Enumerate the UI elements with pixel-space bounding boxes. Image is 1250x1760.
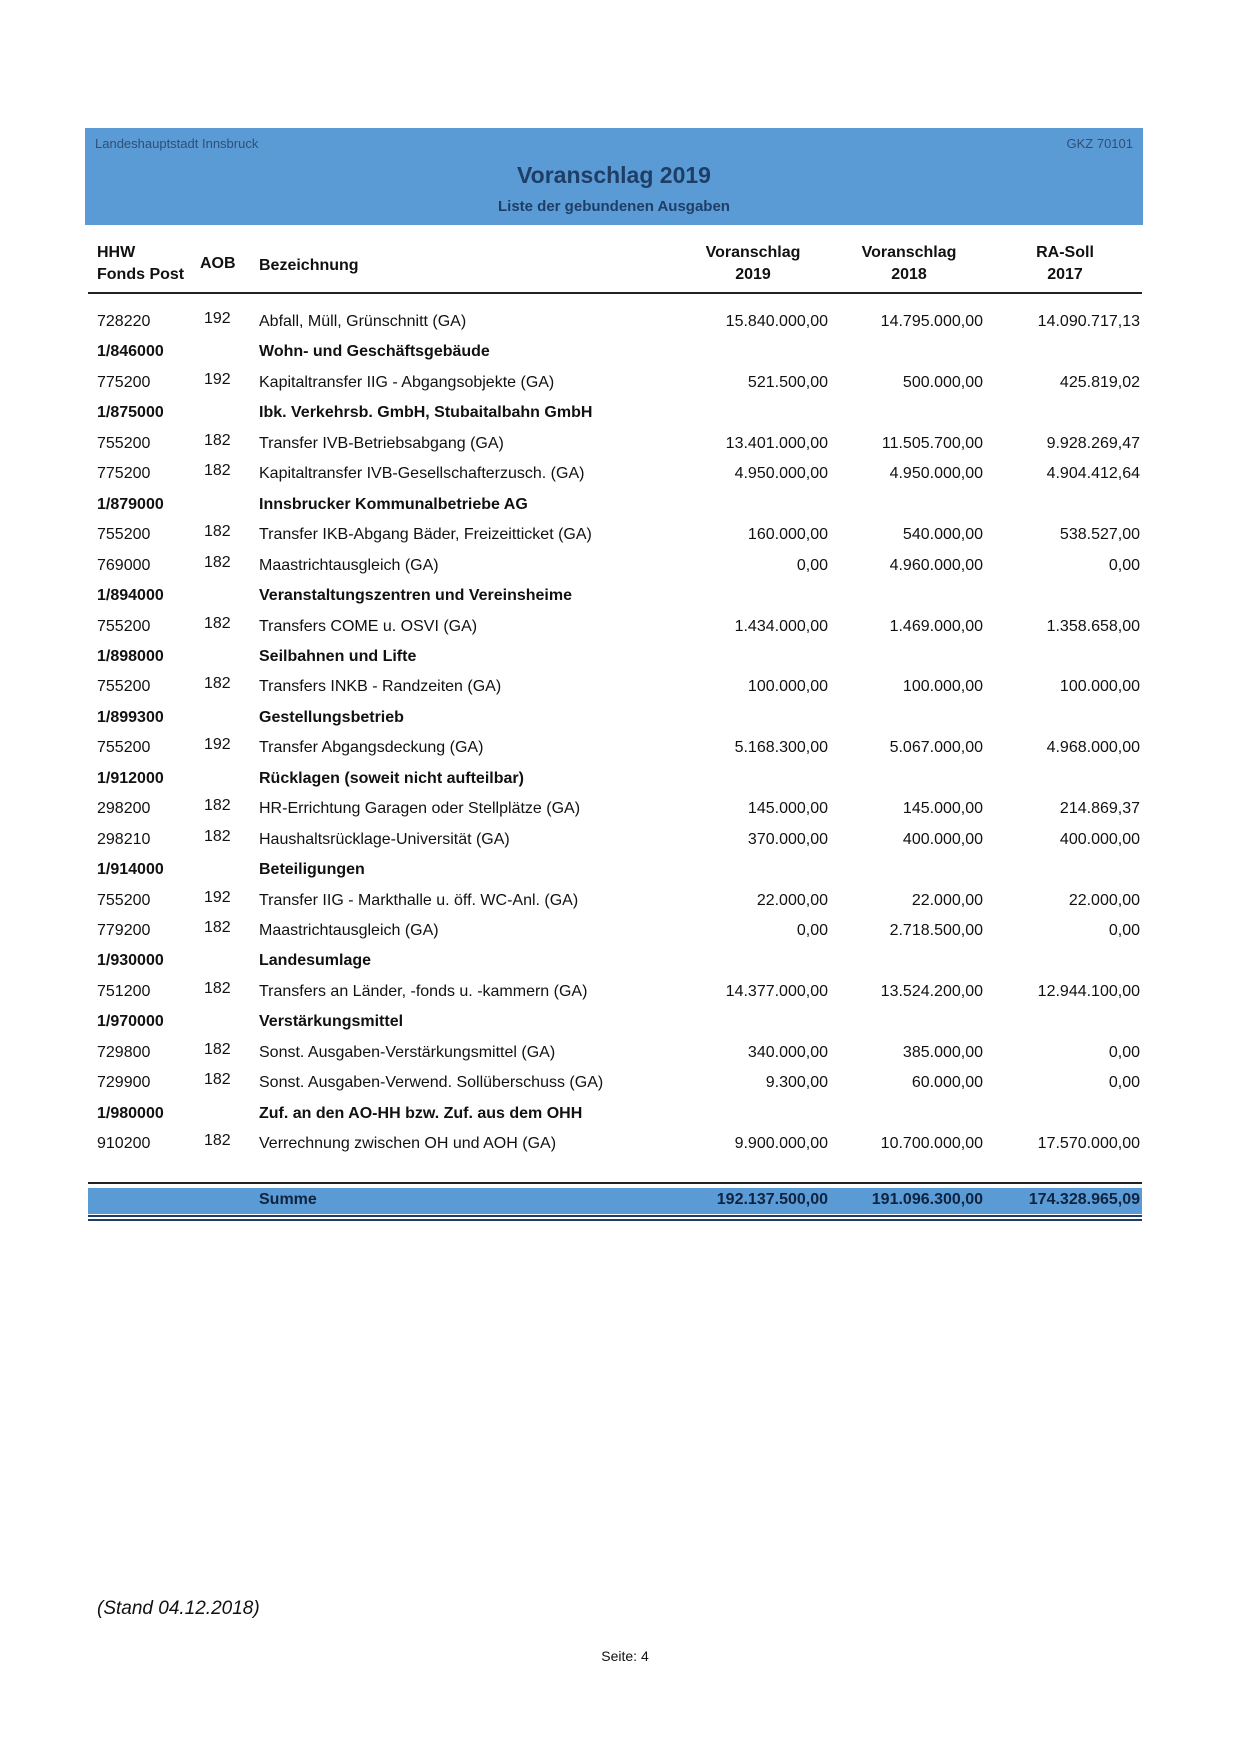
sum-voranschlag-2019: 192.137.500,00 [716,1191,828,1208]
ra-soll-2017-cell: 0,00 [1108,557,1140,574]
aob-cell: 182 [204,675,231,692]
page-subtitle: Liste der gebundenen Ausgaben [498,198,730,215]
ra-soll-2017-cell: 538.527,00 [1059,526,1140,543]
header-col1-top: Voranschlag [705,244,801,261]
voranschlag-2018-cell: 540.000,00 [902,526,983,543]
voranschlag-2018-cell: 4.950.000,00 [889,465,983,482]
ra-soll-2017-cell: 100.000,00 [1059,678,1140,695]
fonds-post-cell: 779200 [97,922,151,939]
voranschlag-2018-cell: 4.960.000,00 [889,557,983,574]
fonds-post-cell: 1/879000 [97,496,164,513]
sum-bottom-rule [88,1219,1142,1221]
group-row [0,770,1250,796]
header-hhw: HHW [97,244,136,261]
description-cell: Transfers an Länder, -fonds u. -kammern (GA) [259,983,588,1000]
voranschlag-2019-cell: 5.168.300,00 [734,739,828,756]
fonds-post-cell: 729900 [97,1074,151,1091]
table-row [0,523,1250,552]
voranschlag-2018-cell: 400.000,00 [902,831,983,848]
description-cell: Transfers INKB - Randzeiten (GA) [259,678,502,695]
group-row [0,861,1250,887]
sum-top-rule [88,1182,1142,1184]
fonds-post-cell: 1/930000 [97,952,164,969]
fonds-post-cell: 1/914000 [97,861,164,878]
group-title-cell: Zuf. an den AO-HH bzw. Zuf. aus dem OHH [259,1105,583,1122]
group-row [0,709,1250,735]
description-cell: Transfer IKB-Abgang Bäder, Freizeitticket (GA) [259,526,592,543]
voranschlag-2019-cell: 521.500,00 [747,374,828,391]
aob-cell: 182 [204,980,231,997]
voranschlag-2019-cell: 1.434.000,00 [734,618,828,635]
sum-voranschlag-2018: 191.096.300,00 [871,1191,983,1208]
fonds-post-cell: 751200 [97,983,151,1000]
header-col2-bottom: 2018 [891,266,927,283]
fonds-post-cell: 1/898000 [97,648,164,665]
ra-soll-2017-cell: 400.000,00 [1059,831,1140,848]
voranschlag-2018-cell: 10.700.000,00 [880,1135,983,1152]
fonds-post-cell: 298210 [97,831,151,848]
group-row [0,1013,1250,1039]
aob-cell: 182 [204,1132,231,1149]
description-cell: Sonst. Ausgaben-Verstärkungsmittel (GA) [259,1044,556,1061]
group-row [0,343,1250,369]
table-row [0,889,1250,918]
gkz-code: GKZ 70101 [1066,136,1133,151]
status-date: (Stand 04.12.2018) [97,1598,260,1619]
fonds-post-cell: 298200 [97,800,151,817]
voranschlag-2018-cell: 13.524.200,00 [880,983,983,1000]
description-cell: Maastrichtausgleich (GA) [259,922,439,939]
header-col2-top: Voranschlag [861,244,957,261]
sum-bottom-rule [88,1215,1142,1217]
aob-cell: 182 [204,462,231,479]
table-row [0,462,1250,491]
fonds-post-cell: 1/894000 [97,587,164,604]
fonds-post-cell: 729800 [97,1044,151,1061]
aob-cell: 182 [204,432,231,449]
voranschlag-2019-cell: 13.401.000,00 [725,435,828,452]
aob-cell: 192 [204,371,231,388]
description-cell: HR-Errichtung Garagen oder Stellplätze (GA) [259,800,581,817]
description-cell: Transfers COME u. OSVI (GA) [259,618,478,635]
description-cell: Transfer IIG - Markthalle u. öff. WC-Anl. (GA) [259,892,579,909]
fonds-post-cell: 1/899300 [97,709,164,726]
voranschlag-2019-cell: 100.000,00 [747,678,828,695]
ra-soll-2017-cell: 0,00 [1108,1044,1140,1061]
table-row [0,615,1250,644]
voranschlag-2019-cell: 15.840.000,00 [725,313,828,330]
voranschlag-2018-cell: 500.000,00 [902,374,983,391]
fonds-post-cell: 755200 [97,526,151,543]
fonds-post-cell: 755200 [97,435,151,452]
table-row [0,919,1250,948]
table-row [0,432,1250,461]
group-title-cell: Verstärkungsmittel [259,1013,404,1030]
fonds-post-cell: 1/912000 [97,770,164,787]
group-row [0,952,1250,978]
voranschlag-2018-cell: 22.000,00 [911,892,983,909]
header-bezeichnung: Bezeichnung [259,257,359,274]
aob-cell: 182 [204,615,231,632]
aob-cell: 192 [204,310,231,327]
fonds-post-cell: 1/875000 [97,404,164,421]
voranschlag-2019-cell: 370.000,00 [747,831,828,848]
header-col3-bottom: 2017 [1047,266,1083,283]
voranschlag-2019-cell: 4.950.000,00 [734,465,828,482]
ra-soll-2017-cell: 1.358.658,00 [1046,618,1140,635]
voranschlag-2018-cell: 1.469.000,00 [889,618,983,635]
table-row [0,554,1250,583]
voranschlag-2019-cell: 145.000,00 [747,800,828,817]
header-col1-bottom: 2019 [735,266,771,283]
ra-soll-2017-cell: 17.570.000,00 [1037,1135,1140,1152]
voranschlag-2019-cell: 22.000,00 [756,892,828,909]
ra-soll-2017-cell: 14.090.717,13 [1037,313,1140,330]
table-row [0,736,1250,765]
group-title-cell: Rücklagen (soweit nicht aufteilbar) [259,770,524,787]
group-row [0,1105,1250,1131]
ra-soll-2017-cell: 425.819,02 [1059,374,1140,391]
fonds-post-cell: 1/846000 [97,343,164,360]
fonds-post-cell: 755200 [97,739,151,756]
aob-cell: 182 [204,797,231,814]
fonds-post-cell: 775200 [97,465,151,482]
aob-cell: 182 [204,523,231,540]
description-cell: Sonst. Ausgaben-Verwend. Sollüberschuss (GA) [259,1074,604,1091]
table-row [0,675,1250,704]
ra-soll-2017-cell: 4.904.412,64 [1046,465,1140,482]
description-cell: Kapitaltransfer IIG - Abgangsobjekte (GA) [259,374,555,391]
voranschlag-2019-cell: 160.000,00 [747,526,828,543]
aob-cell: 182 [204,554,231,571]
voranschlag-2019-cell: 0,00 [796,557,828,574]
group-row [0,587,1250,613]
fonds-post-cell: 728220 [97,313,151,330]
group-title-cell: Ibk. Verkehrsb. GmbH, Stubaitalbahn GmbH [259,404,593,421]
table-row [0,1041,1250,1070]
fonds-post-cell: 755200 [97,892,151,909]
aob-cell: 192 [204,889,231,906]
ra-soll-2017-cell: 9.928.269,47 [1046,435,1140,452]
ra-soll-2017-cell: 22.000,00 [1068,892,1140,909]
table-row [0,797,1250,826]
page-number: Seite: 4 [601,1648,649,1664]
group-title-cell: Wohn- und Geschäftsgebäude [259,343,490,360]
group-row [0,404,1250,430]
voranschlag-2019-cell: 9.900.000,00 [734,1135,828,1152]
table-row [0,980,1250,1009]
group-title-cell: Seilbahnen und Lifte [259,648,417,665]
ra-soll-2017-cell: 0,00 [1108,922,1140,939]
sum-ra-soll-2017: 174.328.965,09 [1028,1191,1140,1208]
table-row [0,310,1250,339]
voranschlag-2018-cell: 385.000,00 [902,1044,983,1061]
voranschlag-2018-cell: 145.000,00 [902,800,983,817]
description-cell: Kapitaltransfer IVB-Gesellschafterzusch. (GA) [259,465,585,482]
group-title-cell: Gestellungsbetrieb [259,709,404,726]
aob-cell: 182 [204,919,231,936]
sum-label: Summe [259,1191,317,1208]
voranschlag-2019-cell: 0,00 [796,922,828,939]
description-cell: Transfer IVB-Betriebsabgang (GA) [259,435,504,452]
ra-soll-2017-cell: 0,00 [1108,1074,1140,1091]
fonds-post-cell: 775200 [97,374,151,391]
group-title-cell: Innsbrucker Kommunalbetriebe AG [259,496,528,513]
fonds-post-cell: 769000 [97,557,151,574]
header-fonds-post: Fonds Post [97,266,185,283]
group-row [0,648,1250,674]
voranschlag-2018-cell: 100.000,00 [902,678,983,695]
voranschlag-2019-cell: 9.300,00 [765,1074,828,1091]
table-row [0,371,1250,400]
ra-soll-2017-cell: 12.944.100,00 [1037,983,1140,1000]
description-cell: Maastrichtausgleich (GA) [259,557,439,574]
table-row [0,1071,1250,1100]
fonds-post-cell: 1/970000 [97,1013,164,1030]
group-title-cell: Beteiligungen [259,861,365,878]
fonds-post-cell: 910200 [97,1135,151,1152]
fonds-post-cell: 755200 [97,678,151,695]
fonds-post-cell: 755200 [97,618,151,635]
ra-soll-2017-cell: 4.968.000,00 [1046,739,1140,756]
aob-cell: 192 [204,736,231,753]
description-cell: Transfer Abgangsdeckung (GA) [259,739,484,756]
voranschlag-2018-cell: 60.000,00 [911,1074,983,1091]
aob-cell: 182 [204,1041,231,1058]
description-cell: Haushaltsrücklage-Universität (GA) [259,831,510,848]
group-title-cell: Landesumlage [259,952,372,969]
description-cell: Abfall, Müll, Grünschnitt (GA) [259,313,467,330]
header-col3-top: RA-Soll [1036,244,1094,261]
org-name: Landeshauptstadt Innsbruck [95,136,259,151]
voranschlag-2018-cell: 11.505.700,00 [881,435,983,452]
fonds-post-cell: 1/980000 [97,1105,164,1122]
ra-soll-2017-cell: 214.869,37 [1059,800,1140,817]
voranschlag-2019-cell: 340.000,00 [747,1044,828,1061]
table-row [0,1132,1250,1161]
description-cell: Verrechnung zwischen OH und AOH (GA) [259,1135,557,1152]
voranschlag-2018-cell: 2.718.500,00 [889,922,983,939]
group-row [0,496,1250,522]
group-title-cell: Veranstaltungszentren und Vereinsheime [259,587,572,604]
table-row [0,828,1250,857]
voranschlag-2018-cell: 5.067.000,00 [889,739,983,756]
aob-cell: 182 [204,828,231,845]
aob-cell: 182 [204,1071,231,1088]
header-aob: AOB [200,255,236,272]
voranschlag-2019-cell: 14.377.000,00 [725,983,828,1000]
sum-row [0,1191,1250,1213]
page-title: Voranschlag 2019 [517,162,711,188]
voranschlag-2018-cell: 14.795.000,00 [880,313,983,330]
